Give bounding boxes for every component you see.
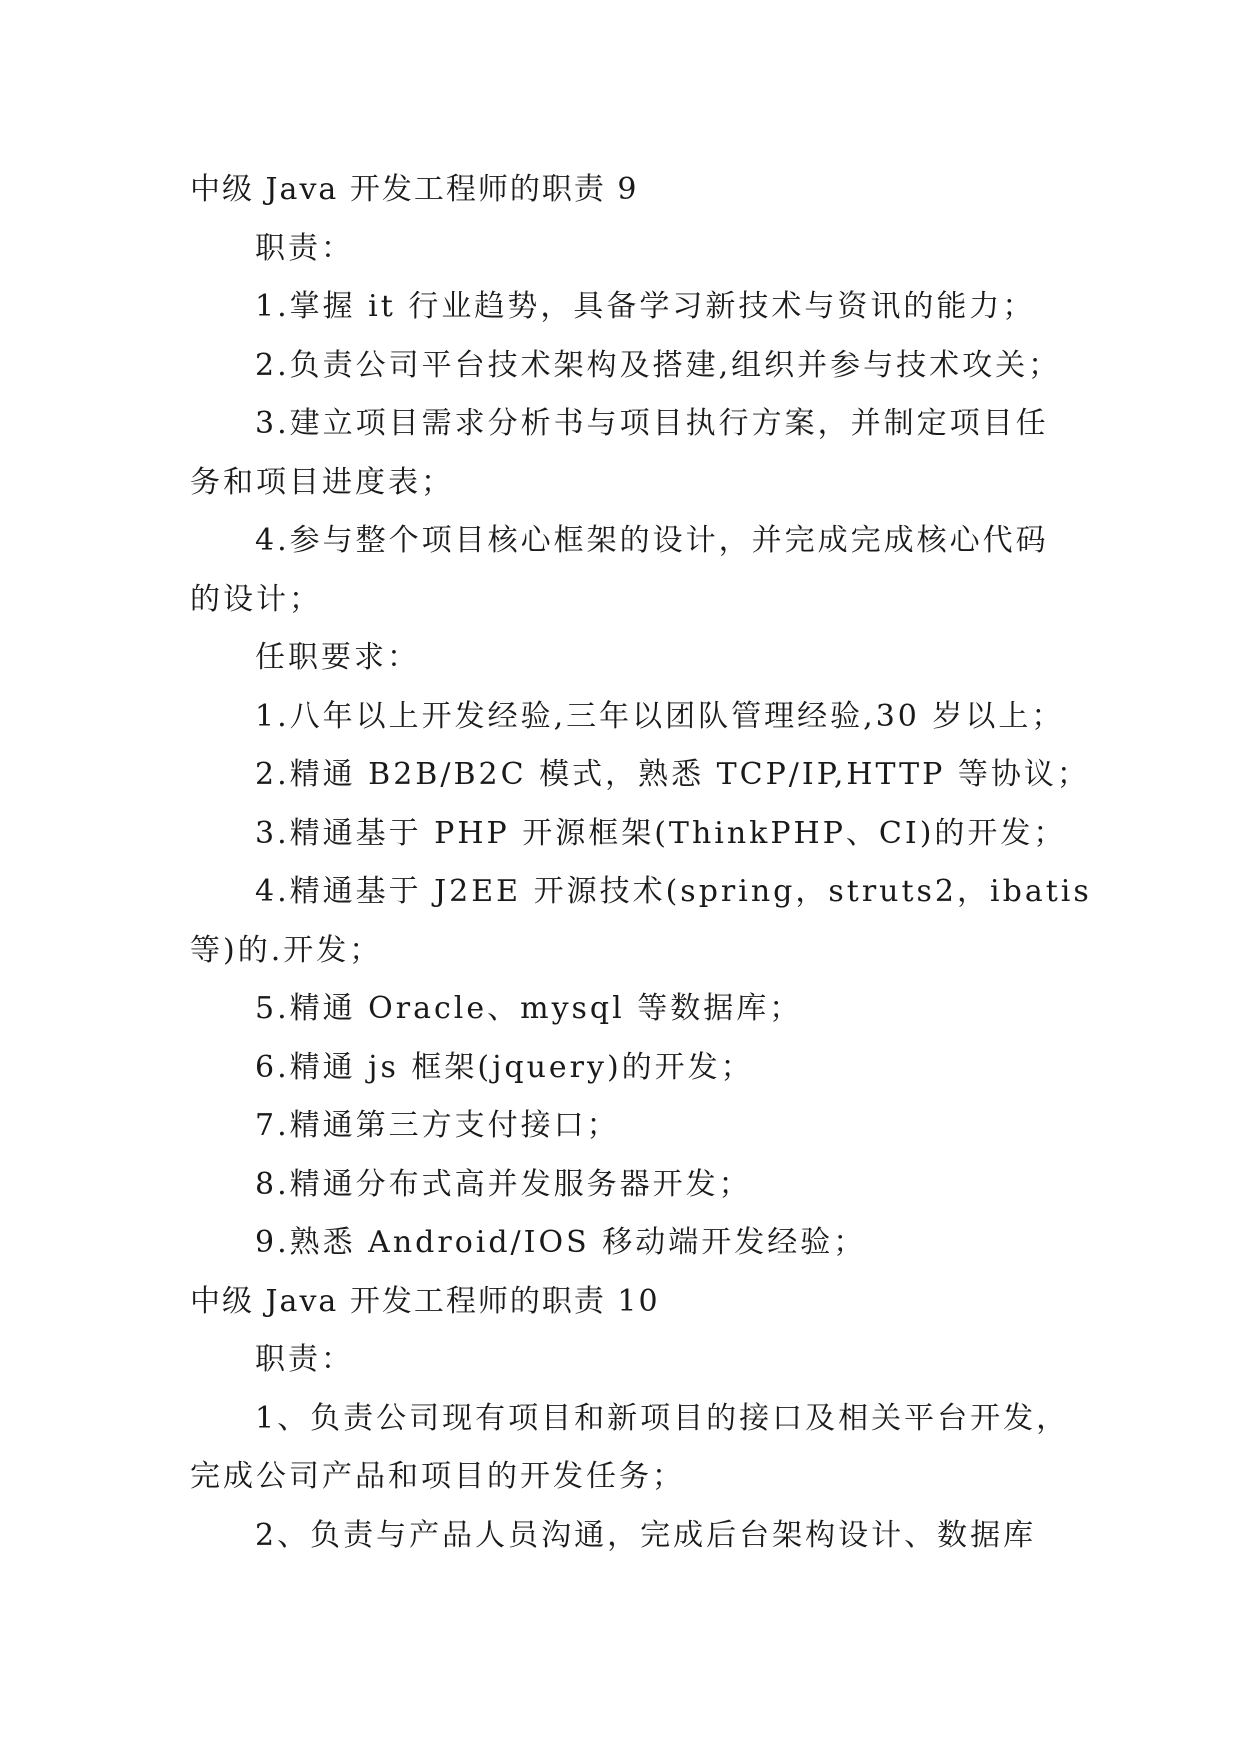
list-item-continuation: 务和项目进度表； <box>190 464 454 500</box>
subheading-duties: 职责： <box>255 1342 354 1377</box>
list-item: 1、负责公司现有项目和新项目的接口及相关平台开发， <box>255 1400 1070 1436</box>
document-body <box>190 161 1092 1565</box>
list-item: 3.建立项目需求分析书与项目执行方案，并制定项目任 <box>255 406 1049 441</box>
list-item-continuation: 等)的.开发； <box>190 932 383 968</box>
list-item: 2、负责与产品人员沟通，完成后台架构设计、数据库 <box>255 1517 1037 1553</box>
list-item: 8.精通分布式高并发服务器开发； <box>255 1166 752 1202</box>
list-item-continuation: 的设计； <box>190 581 322 617</box>
list-item: 3.精通基于 PHP 开源框架(ThinkPHP、CI)的开发； <box>255 815 1067 851</box>
subheading-duties: 职责： <box>255 230 354 266</box>
list-item: 5.精通 Oracle、mysql 等数据库； <box>255 991 803 1026</box>
list-item: 4.参与整个项目核心框架的设计，并完成完成核心代码 <box>255 523 1049 558</box>
list-item: 1.掌握 it 行业趋势，具备学习新技术与资讯的能力； <box>255 289 1036 324</box>
list-item: 4.精通基于 J2EE 开源技术(spring，struts2，ibatis <box>255 874 1092 909</box>
subheading-requirements: 任职要求： <box>255 640 420 675</box>
list-item: 9.熟悉 Android/IOS 移动端开发经验； <box>255 1225 867 1260</box>
section-heading: 中级 Java 开发工程师的职责 10 <box>190 1283 660 1319</box>
list-item: 1.八年以上开发经验,三年以团队管理经验,30 岁以上； <box>255 698 1065 734</box>
list-item: 2.负责公司平台技术架构及搭建,组织并参与技术攻关； <box>255 347 1062 383</box>
list-item-continuation: 完成公司产品和项目的开发任务； <box>190 1459 685 1494</box>
section-heading: 中级 Java 开发工程师的职责 9 <box>190 172 639 207</box>
list-item: 6.精通 js 框架(jquery)的开发； <box>255 1049 754 1085</box>
list-item: 7.精通第三方支付接口； <box>255 1108 620 1143</box>
list-item: 2.精通 B2B/B2C 模式，熟悉 TCP/IP,HTTP 等协议； <box>255 757 1090 792</box>
